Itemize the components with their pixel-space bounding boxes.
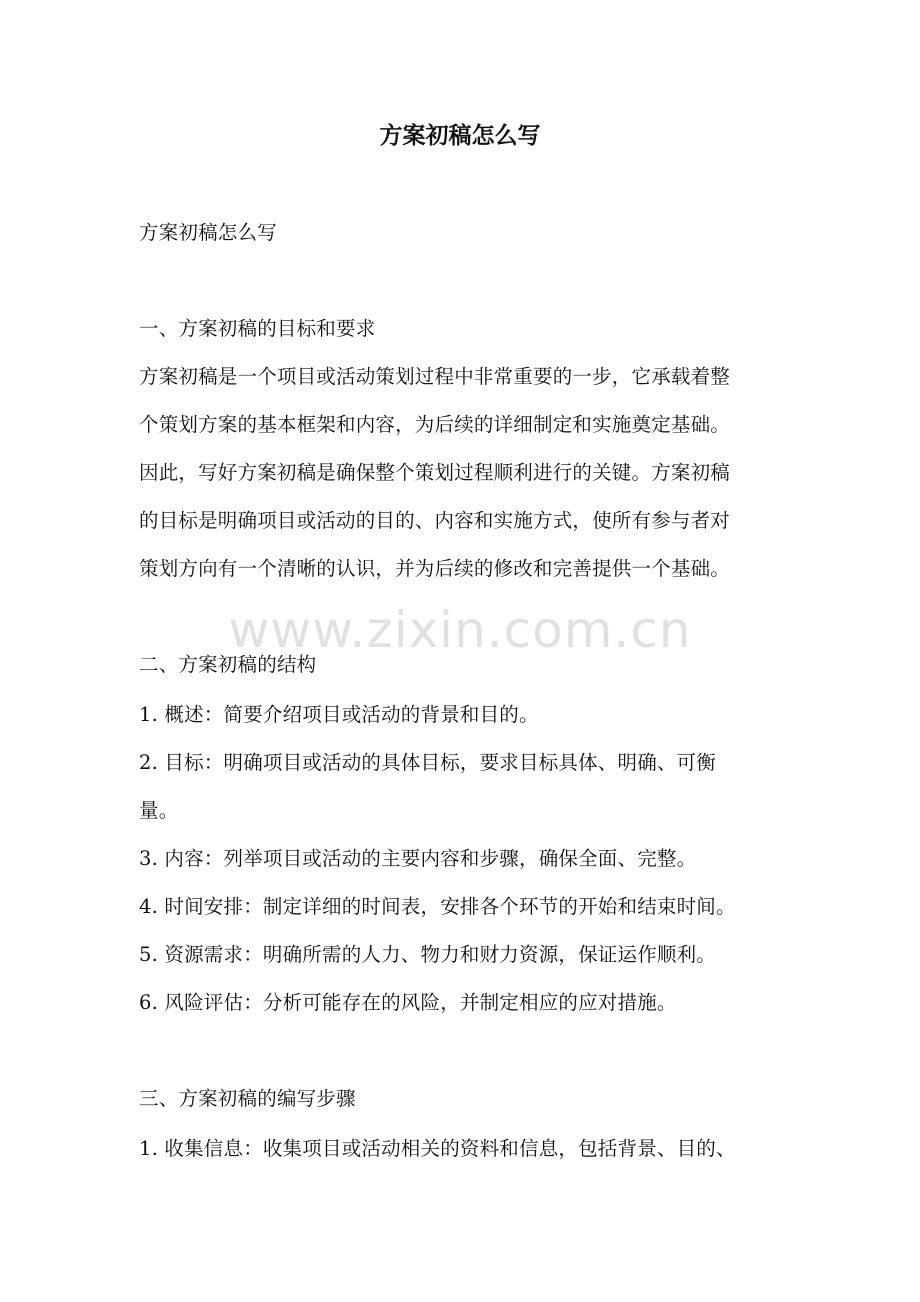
- watermark: www.zixin.com.cn: [228, 601, 692, 659]
- section1-line-2: 个策划方案的基本框架和内容，为后续的详细制定和实施奠定基础。: [139, 413, 731, 436]
- section2-heading: 二、方案初稿的结构: [139, 653, 317, 676]
- section3-item-1: 1. 收集信息：收集项目或活动相关的资料和信息，包括背景、目的、: [139, 1137, 736, 1160]
- document-subtitle: 方案初稿怎么写: [139, 221, 277, 244]
- section2-item-6: 6. 风险评估：分析可能存在的风险，并制定相应的应对措施。: [139, 991, 677, 1014]
- section2-item-4: 4. 时间安排：制定详细的时间表，安排各个环节的开始和结束时间。: [139, 895, 736, 918]
- section2-item-5: 5. 资源需求：明确所需的人力、物力和财力资源，保证运作顺利。: [139, 943, 717, 966]
- section3-heading: 三、方案初稿的编写步骤: [139, 1087, 356, 1110]
- section2-item-3: 3. 内容：列举项目或活动的主要内容和步骤，确保全面、完整。: [139, 847, 697, 870]
- section2-item-2: 2. 目标：明确项目或活动的具体目标，要求目标具体、明确、可衡: [139, 751, 717, 774]
- section1-line-3: 因此，写好方案初稿是确保整个策划过程顺利进行的关键。方案初稿: [139, 461, 731, 484]
- section1-line-1: 方案初稿是一个项目或活动策划过程中非常重要的一步，它承载着整: [139, 365, 731, 388]
- document-title: 方案初稿怎么写: [379, 122, 541, 149]
- section1-heading: 一、方案初稿的目标和要求: [139, 317, 376, 340]
- section2-item-2-continued: 量。: [139, 799, 179, 822]
- section1-line-5: 策划方向有一个清晰的认识，并为后续的修改和完善提供一个基础。: [139, 557, 731, 580]
- section1-line-4: 的目标是明确项目或活动的目的、内容和实施方式，使所有参与者对: [139, 509, 731, 532]
- section2-item-1: 1. 概述：简要介绍项目或活动的背景和目的。: [139, 703, 539, 726]
